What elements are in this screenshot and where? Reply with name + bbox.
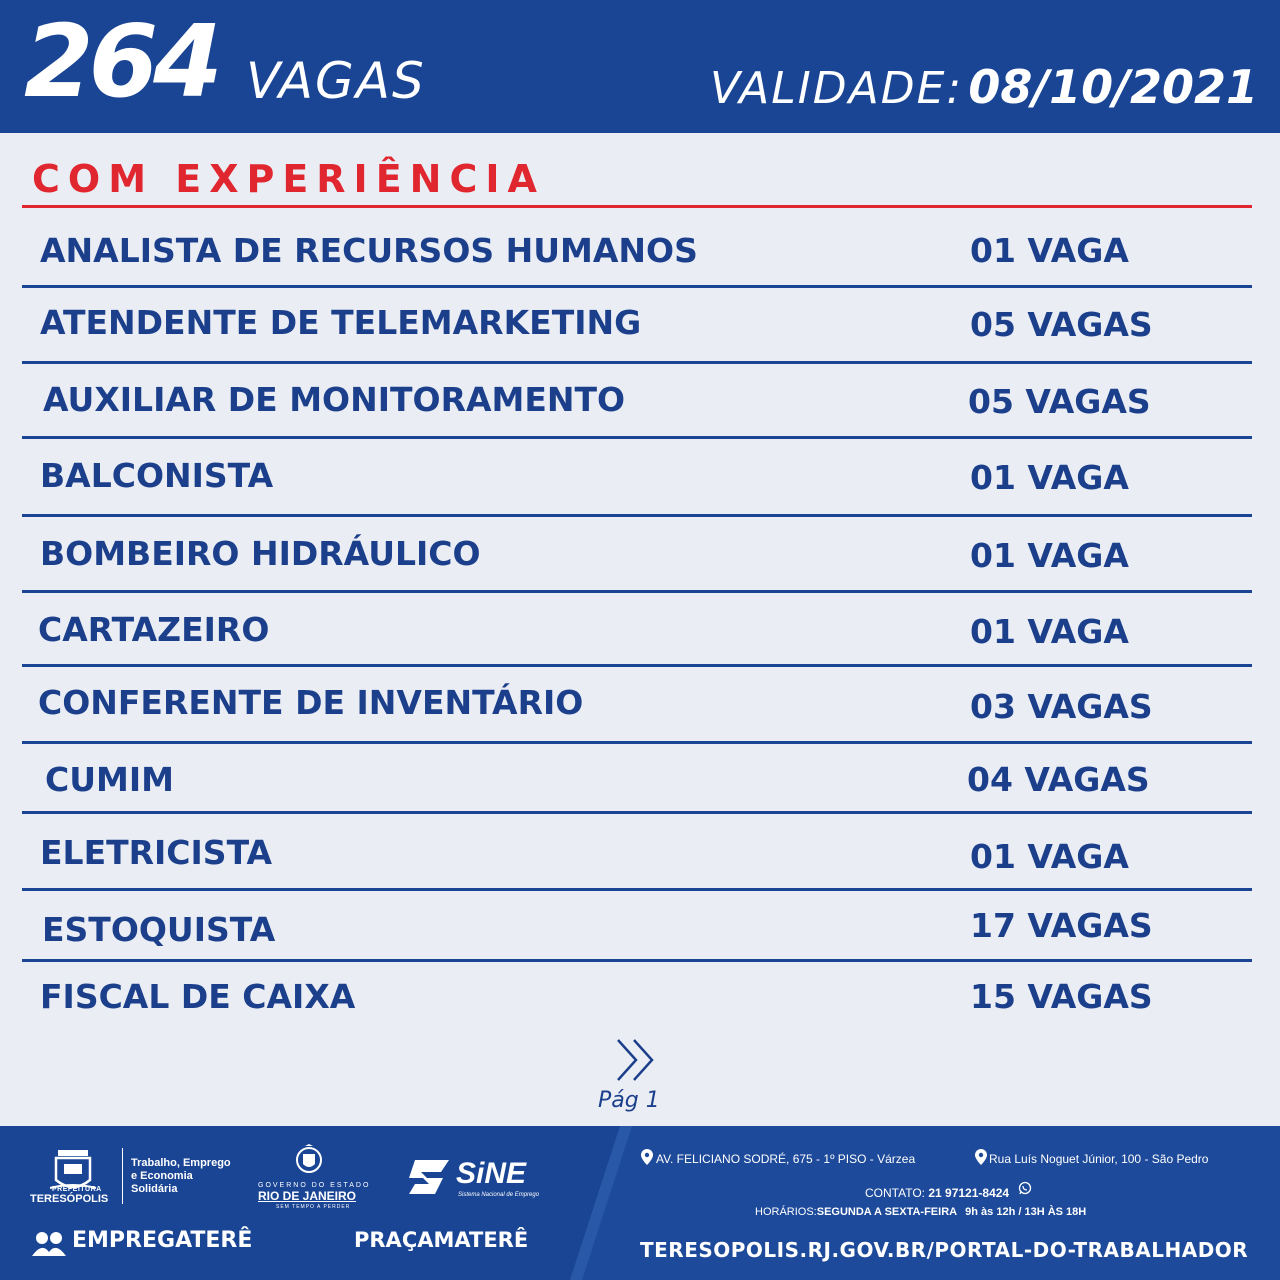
contact-line: [865, 1187, 1009, 1199]
prefeitura-name: TERESÓPOLIS: [30, 1193, 109, 1205]
row-divider: [22, 741, 1252, 744]
job-vacancies: 15 VAGAS: [970, 977, 1153, 1016]
vacancy-count: 264: [24, 3, 218, 120]
job-title: FISCAL DE CAIXA: [40, 977, 356, 1016]
hours-times: 9h às 12h / 13H ÀS 18H: [965, 1206, 1087, 1218]
row-divider: [22, 888, 1252, 891]
job-vacancies: 17 VAGAS: [970, 906, 1153, 945]
row-divider: [22, 285, 1252, 288]
sine-logo-icon: [407, 1156, 453, 1198]
location-pin-icon: [641, 1149, 653, 1165]
vacancy-word: VAGAS: [246, 52, 426, 110]
job-vacancies: 01 VAGA: [970, 231, 1129, 270]
secretaria-line-3: Solidária: [131, 1183, 178, 1195]
secretaria-line-2: e Economia: [131, 1170, 193, 1182]
governo-label: GOVERNO DO ESTADO: [258, 1182, 371, 1189]
contact-phone[interactable]: 21 97121-8424: [928, 1186, 1010, 1200]
validity-label: VALIDADE:: [710, 63, 964, 114]
job-vacancies: 01 VAGA: [970, 536, 1129, 575]
job-vacancies: 04 VAGAS: [967, 760, 1150, 799]
governo-state: RIO DE JANEIRO: [258, 1189, 357, 1203]
address-2: Rua Luís Noguet Júnior, 100 - São Pedro: [989, 1152, 1209, 1166]
job-vacancies: 05 VAGAS: [968, 382, 1151, 421]
pracamatere-label: PRAÇAMATERÊ: [354, 1228, 529, 1252]
job-vacancies: 01 VAGA: [970, 458, 1129, 497]
job-title: CUMIM: [45, 760, 174, 799]
row-divider: [22, 959, 1252, 962]
job-vacancies: 01 VAGA: [970, 837, 1129, 876]
address-1: AV. FELICIANO SODRÉ, 675 - 1º PISO - Várzea: [656, 1152, 916, 1166]
validity: [710, 60, 1258, 114]
job-title: BOMBEIRO HIDRÁULICO: [40, 534, 481, 573]
section-divider: [22, 205, 1252, 208]
governo-motto: SEM TEMPO A PERDER: [276, 1204, 351, 1210]
hours-days: SEGUNDA A SEXTA-FEIRA: [816, 1206, 958, 1218]
row-divider: [22, 436, 1252, 439]
job-title: ESTOQUISTA: [42, 910, 276, 949]
footer: [0, 1126, 1280, 1280]
sine-subtitle: Sistema Nacional de Emprego: [458, 1192, 540, 1198]
header-banner: [0, 0, 1280, 133]
hours-line: [755, 1207, 1086, 1218]
governo-rj-crest-icon: [292, 1144, 326, 1180]
page-label: Pág 1: [598, 1088, 660, 1113]
row-divider: [22, 590, 1252, 593]
job-vacancies: 05 VAGAS: [970, 305, 1153, 344]
secretaria-line-1: Trabalho, Emprego: [131, 1157, 231, 1169]
section-title: COM EXPERIÊNCIA: [32, 157, 545, 201]
job-title: ANALISTA DE RECURSOS HUMANOS: [40, 231, 698, 270]
double-chevron-right-icon[interactable]: [612, 1036, 662, 1084]
empregatere-logo-icon: [30, 1230, 68, 1258]
job-vacancies: 01 VAGA: [970, 612, 1129, 651]
job-title: ATENDENTE DE TELEMARKETING: [40, 303, 642, 342]
job-vacancies: 03 VAGAS: [970, 687, 1153, 726]
hours-label: HORÁRIOS:: [755, 1206, 817, 1218]
row-divider: [22, 811, 1252, 814]
contact-label: CONTATO:: [865, 1186, 925, 1200]
location-pin-icon: [975, 1149, 987, 1165]
row-divider: [22, 361, 1252, 364]
job-title: BALCONISTA: [40, 456, 274, 495]
job-title: ELETRICISTA: [40, 833, 273, 872]
job-title: CONFERENTE DE INVENTÁRIO: [38, 683, 584, 722]
empregatere-label: EMPREGATERÊ: [72, 1228, 253, 1253]
job-title: AUXILIAR DE MONITORAMENTO: [43, 380, 626, 419]
prefeitura-label: PREFEITURA: [52, 1186, 102, 1193]
job-title: CARTAZEIRO: [38, 610, 270, 649]
row-divider: [22, 514, 1252, 517]
row-divider: [22, 664, 1252, 667]
website-link[interactable]: TERESOPOLIS.RJ.GOV.BR/PORTAL-DO-TRABALHADOR: [640, 1238, 1249, 1262]
logo-separator: [122, 1148, 123, 1204]
sine-name: SiNE: [456, 1157, 527, 1190]
validity-date: 08/10/2021: [968, 60, 1258, 114]
whatsapp-icon: [1018, 1181, 1032, 1195]
